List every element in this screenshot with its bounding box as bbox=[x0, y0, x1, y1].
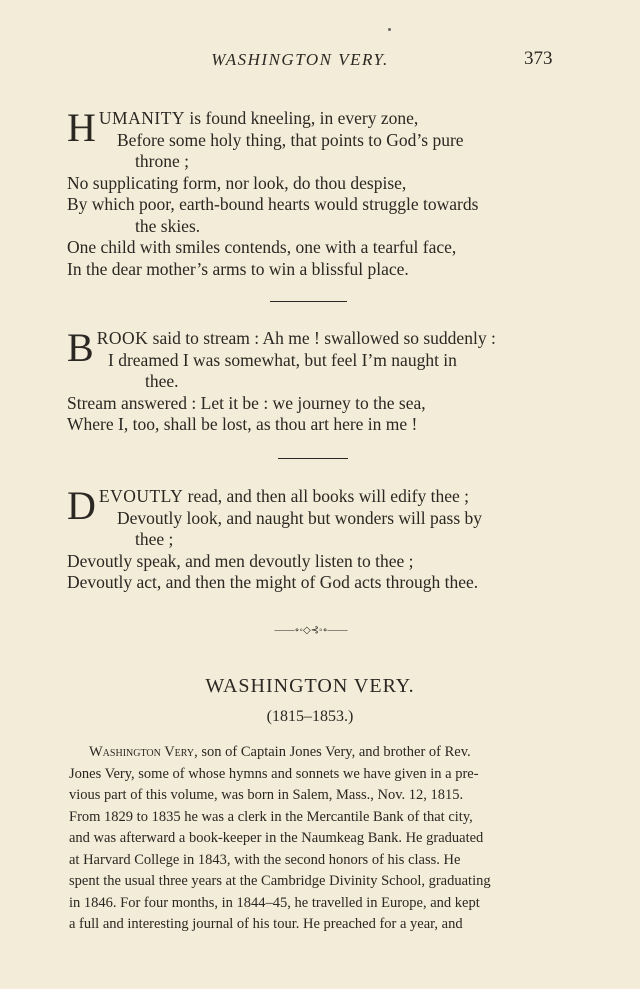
poem-line: Stream answered : Let it be : we journey to the sea, bbox=[67, 392, 426, 413]
section-divider bbox=[270, 301, 347, 302]
drop-cap: D bbox=[67, 483, 96, 528]
poem-line: Devoutly speak, and men devoutly listen to thee ; bbox=[67, 550, 414, 571]
poem-line: No supplicating form, nor look, do thou despise, bbox=[67, 172, 407, 193]
drop-cap: B bbox=[67, 325, 94, 370]
running-title: WASHINGTON VERY. bbox=[211, 50, 389, 69]
poem-line: Devoutly look, and naught but wonders will pass by bbox=[117, 507, 483, 528]
page-number: 373 bbox=[524, 48, 553, 69]
bio-line: vious part of this volume, was born in Salem, Mass., Nov. 12, 1815. bbox=[69, 787, 464, 803]
page-speck bbox=[388, 28, 391, 31]
bio-name: Washington Very, bbox=[89, 744, 198, 760]
poem-line: I dreamed I was somewhat, but feel I’m naught in bbox=[108, 349, 457, 370]
poem-line: DEVOUTLY read, and then all books will edify thee ; bbox=[67, 483, 470, 528]
poem-brook bbox=[67, 325, 567, 436]
poem-devoutly bbox=[67, 483, 567, 594]
poem-line: Devoutly act, and then the might of God acts through thee. bbox=[67, 572, 479, 592]
bio-line: Washington Very, son of Captain Jones Very, and brother of Rev. bbox=[89, 744, 471, 760]
poem-line: thee ; bbox=[135, 529, 174, 549]
section-title: WASHINGTON VERY. bbox=[205, 675, 415, 697]
poem-line: Before some holy thing, that points to God’s pure bbox=[117, 129, 464, 150]
bio-line: a full and interesting journal of his tour. He preached for a year, and bbox=[69, 916, 463, 932]
bio-line: From 1829 to 1835 he was a clerk in the Mercantile Bank of that city, bbox=[69, 808, 473, 825]
section-divider bbox=[278, 458, 348, 459]
section-dates: (1815–1853.) bbox=[266, 708, 354, 725]
poem-line: HUMANITY is found kneeling, in every zone, bbox=[67, 105, 419, 150]
poem-line: Where I, too, shall be lost, as thou art here in me ! bbox=[67, 414, 418, 434]
poem-line: By which poor, earth-bound hearts would struggle towards bbox=[67, 194, 479, 214]
poem-line: In the dear mother’s arms to win a blissful place. bbox=[67, 258, 409, 279]
bio-line: spent the usual three years at the Cambridge Divinity School, graduating bbox=[69, 873, 491, 889]
bio-line: at Harvard College in 1843, with the second honors of his class. He bbox=[69, 851, 461, 868]
poem-line: thee. bbox=[145, 371, 179, 391]
bio-line: and was afterward a book-keeper in the Naumkeag Bank. He graduated bbox=[69, 830, 484, 846]
poem-line: the skies. bbox=[135, 215, 201, 236]
poem-line: throne ; bbox=[135, 151, 189, 171]
drop-cap: H bbox=[67, 105, 96, 150]
bio-line: in 1846. For four months, in 1844–45, he travelled in Europe, and kept bbox=[69, 894, 480, 911]
ornament-divider: ——∘◦◇⊰◦∘—— bbox=[274, 625, 348, 636]
biography-paragraph bbox=[69, 742, 555, 936]
poem-line: BROOK said to stream : Ah me ! swallowed so suddenly : bbox=[67, 325, 496, 370]
bio-line: Jones Very, some of whose hymns and sonnets we have given in a pre- bbox=[69, 765, 479, 782]
poem-humanity bbox=[67, 105, 567, 280]
poem-line: One child with smiles contends, one with a tearful face, bbox=[67, 237, 457, 257]
